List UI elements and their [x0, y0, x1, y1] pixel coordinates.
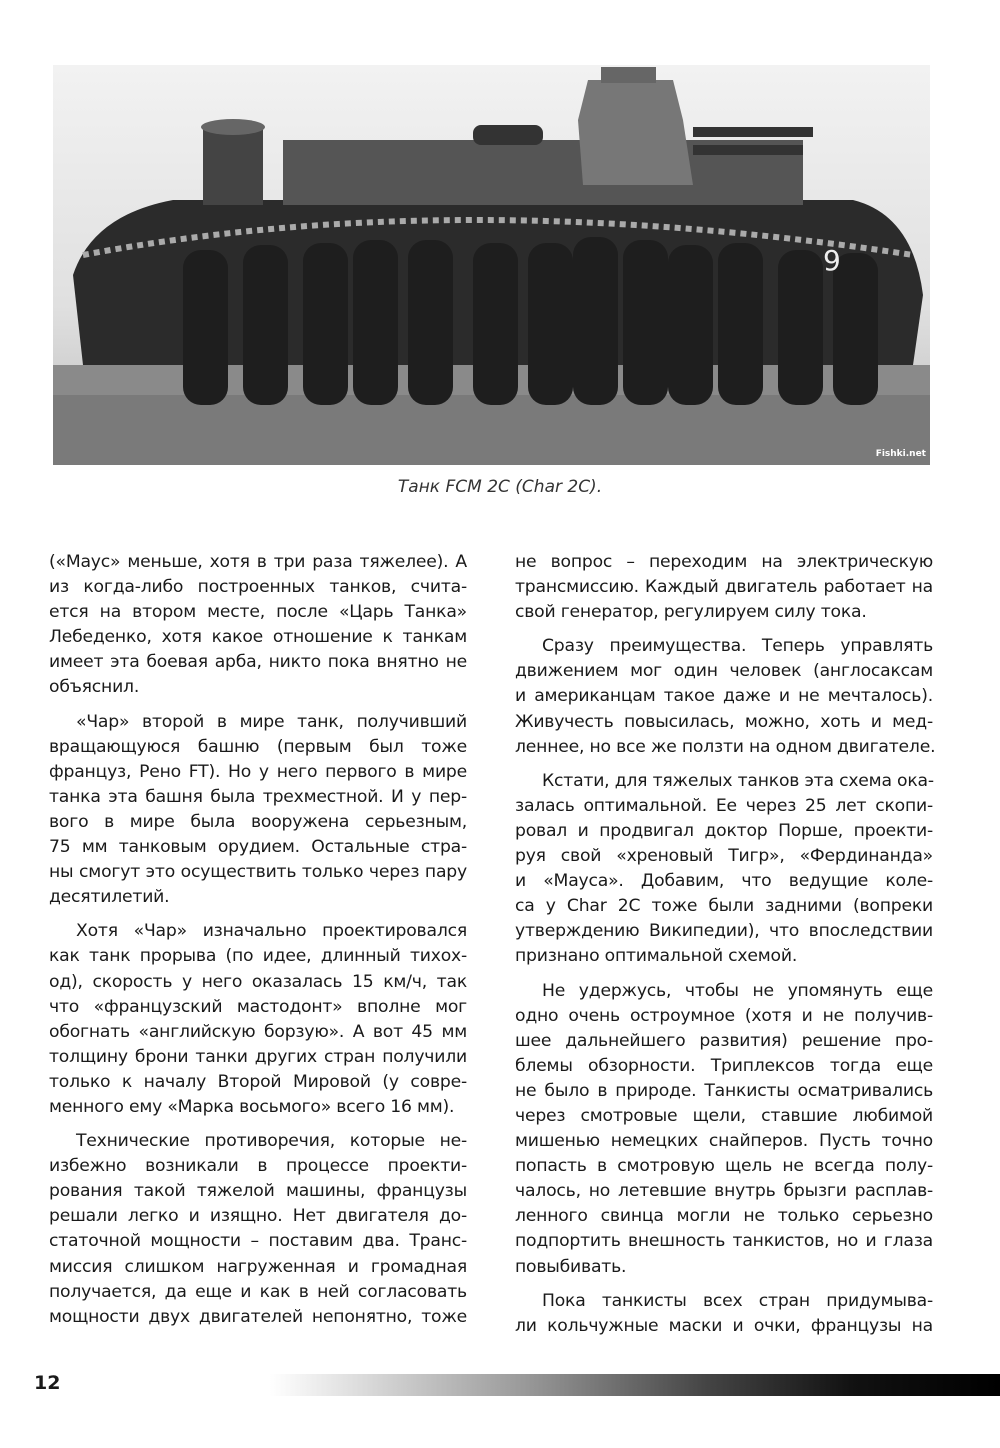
text-line: ны смогут это осуществить только через пару — [49, 862, 467, 883]
paragraph — [515, 979, 933, 1280]
text-line: «Чар» второй в мире танк, получивший — [76, 711, 467, 732]
text-line: не было в природе. Танкисты осматривались — [515, 1080, 933, 1101]
text-line: менного ему «Марка восьмого» всего 16 мм). — [49, 1096, 455, 1117]
photo-caption: Танк FCM 2C (Char 2C). — [397, 477, 603, 497]
text-line: ли кольчужные маски и очки, французы на — [515, 1315, 933, 1336]
paragraph — [515, 769, 933, 970]
text-line: француз, Рено FT). Но у него первого в мире — [49, 761, 467, 782]
text-line: Сразу преимущества. Теперь управлять — [542, 636, 933, 657]
text-line: получается, да еще и как в ней согласовать — [49, 1281, 467, 1302]
text-line: статочной мощности – поставим два. Транс- — [49, 1231, 467, 1252]
text-line: ровал и продвигал доктор Порше, проекти- — [515, 820, 933, 841]
text-line: Пока танкисты всех стран придумыва- — [542, 1290, 933, 1311]
text-line: десятилетий. — [49, 887, 170, 908]
text-line: признано оптимальной схемой. — [515, 946, 798, 967]
text-line: объяснил. — [49, 677, 140, 698]
text-line: вого в мире была вооружена серьезным, — [49, 811, 467, 832]
watermark: Fishki.net — [875, 449, 926, 459]
text-line: и «Мауса». Добавим, что ведущие коле- — [515, 871, 933, 892]
text-line: од), скорость у него оказалась 15 км/ч, так — [49, 971, 467, 992]
footer-gradient-bar — [270, 1374, 1000, 1396]
text-line: только к началу Второй Мировой (у совре- — [49, 1071, 467, 1092]
text-line: леннее, но все же ползти на одном двигателе. — [515, 736, 936, 757]
text-line: движением мог один человек (англосаксам — [515, 661, 933, 682]
text-line: 75 мм танковым орудием. Остальные стра- — [49, 837, 467, 858]
text-line: чалось, но летевшие внутрь брызги расплав- — [515, 1181, 933, 1202]
text-line: Технические противоречия, которые не- — [76, 1131, 467, 1152]
text-line: блемы обзорности. Триплексов тогда еще — [515, 1055, 933, 1076]
text-line: Кстати, для тяжелых танков эта схема ока- — [542, 770, 934, 791]
text-line: Живучесть повысилась, можно, хоть и мед- — [515, 711, 933, 732]
text-line: Хотя «Чар» изначально проектировался — [76, 921, 467, 942]
text-line: из когда-либо построенных танков, счита- — [49, 577, 467, 598]
text-line: мощности двух двигателей непонятно, тоже — [49, 1306, 467, 1327]
paragraph — [49, 710, 467, 911]
text-line: одно очень остроумное (хотя и не получив- — [515, 1005, 933, 1026]
text-column-left — [49, 550, 467, 1339]
text-line: обогнать «английскую борзую». А вот 45 мм — [49, 1021, 467, 1042]
text-line: залась оптимальной. Ее через 25 лет скопи- — [515, 795, 933, 816]
text-line: как танк прорыва (по идее, длинный тихох- — [49, 946, 467, 967]
text-line: вращающуюся башню (первым был тоже — [49, 736, 467, 757]
text-line: Не удержусь, чтобы не упомянуть еще — [542, 980, 933, 1001]
text-line: рования такой тяжелой машины, французы — [49, 1181, 467, 1202]
text-line: трансмиссию. Каждый двигатель работает на — [515, 577, 933, 598]
paragraph — [515, 1289, 933, 1339]
text-line: имеет эта боевая арба, никто пока внятно не — [49, 652, 467, 673]
text-line: ленного свинца могли не только серьезно — [515, 1206, 933, 1227]
text-line: попасть в смотровую щель не всегда полу- — [515, 1156, 933, 1177]
text-line: и американцам такое даже и не мечталось). — [515, 686, 933, 707]
paragraph — [49, 1129, 467, 1330]
text-line: танка эта башня была трехместной. И у пер- — [49, 786, 467, 807]
text-line: («Маус» меньше, хотя в три раза тяжелее). А — [49, 552, 467, 572]
text-line: избежно возникали в процессе проекти- — [49, 1156, 467, 1177]
text-line: через смотровые щели, ставшие любимой — [515, 1105, 933, 1126]
tank-photo-image — [53, 65, 930, 465]
paragraph — [515, 550, 933, 625]
paragraph — [515, 634, 936, 759]
hull-number: 9 — [823, 244, 841, 277]
text-line: Лебеденко, хотя какое отношение к танкам — [49, 627, 467, 648]
text-line: са у Char 2C тоже были задними (вопреки — [515, 896, 933, 917]
text-line: мишенью немецких снайперов. Пусть точно — [515, 1131, 933, 1152]
text-line: решали легко и изящно. Нет двигателя до- — [49, 1206, 467, 1227]
text-line: утверждению Википедии), что впоследствии — [515, 921, 933, 942]
text-line: повыбивать. — [515, 1256, 627, 1277]
text-column-right — [515, 550, 936, 1348]
paragraph — [49, 550, 467, 701]
text-line: не вопрос – переходим на электрическую — [515, 552, 933, 572]
tank-photo — [53, 65, 930, 465]
text-line: свой генератор, регулируем силу тока. — [515, 602, 867, 623]
text-line: подпортить внешность танкистов, но и глаза — [515, 1231, 933, 1252]
text-line: шее дальнейшего развития) решение про- — [515, 1030, 933, 1051]
text-line: руя свой «хреновый Тигр», «Фердинанда» — [515, 846, 933, 867]
paragraph — [49, 919, 467, 1120]
text-line: миссия слишком нагруженная и громадная — [49, 1256, 467, 1277]
text-line: ется на втором месте, после «Царь Танка» — [49, 602, 467, 623]
text-line: что «французский мастодонт» вполне мог — [49, 996, 467, 1017]
page-number: 12 — [34, 1372, 61, 1394]
text-line: толщину брони танки других стран получили — [49, 1046, 467, 1067]
